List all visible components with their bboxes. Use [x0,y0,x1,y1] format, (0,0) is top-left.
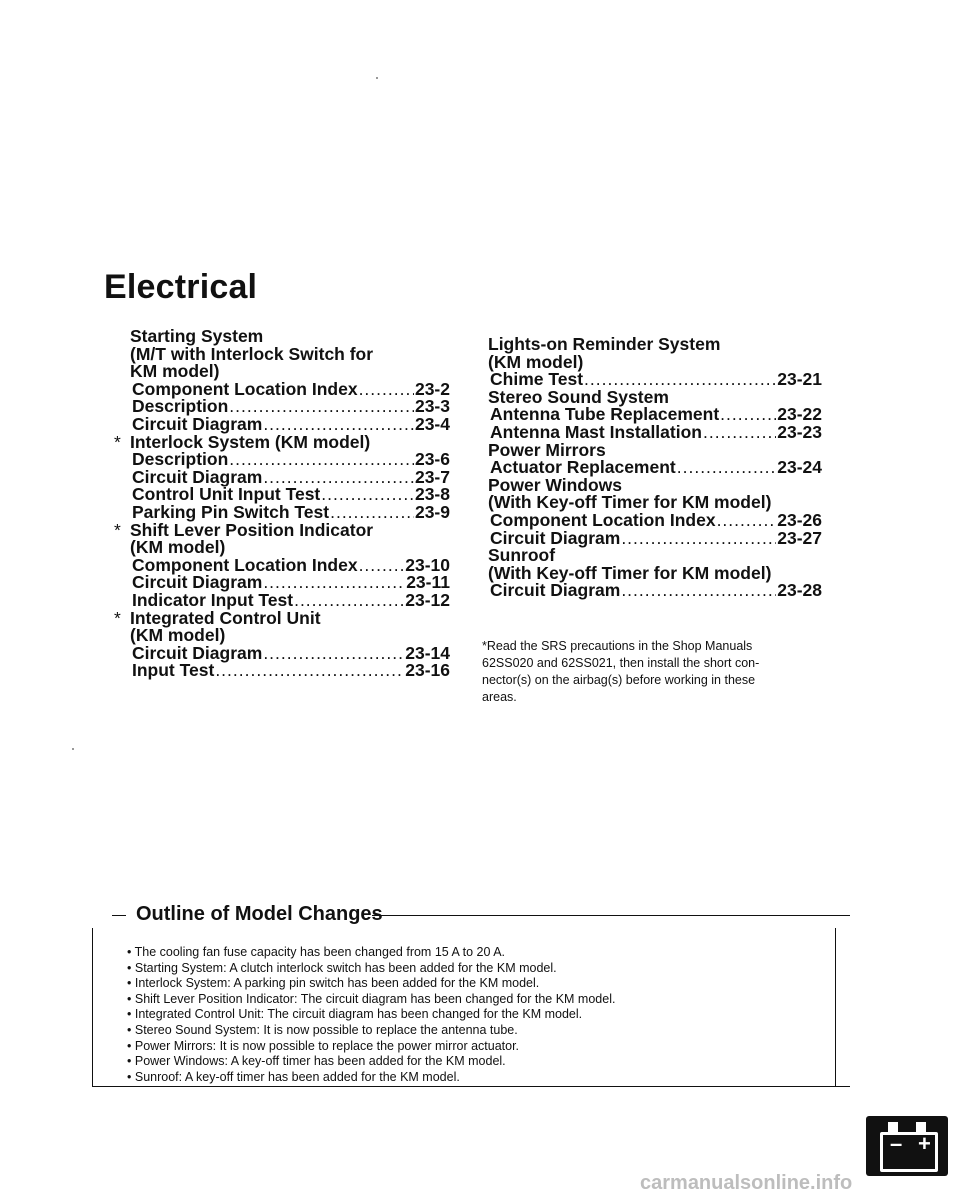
outline-bullet [127,1039,827,1055]
toc-entry [488,509,822,530]
toc-page-number: 23-3 [414,396,450,417]
outline-bullet-text: Integrated Control Unit: The circuit diagram has been changed for the KM model. [134,1007,583,1022]
scan-speck [72,748,74,750]
outline-bullet [127,1070,827,1086]
toc-entry-title: Control Unit Input Test [132,484,321,505]
watermark: carmanualsonline.info [640,1172,853,1194]
toc-page-number: 23-26 [777,509,822,530]
srs-asterisk: * [114,431,121,452]
page-title: Electrical [104,268,258,306]
srs-note-line: 62SS020 and 62SS021, then install the short con- [482,656,760,670]
toc-heading-text: (KM model) [130,625,226,646]
dot-leader [263,645,404,663]
dot-leader [359,557,405,575]
toc-heading-text: Stereo Sound System [488,386,669,407]
toc-heading-text: Interlock System (KM model) [130,431,371,452]
battery-icon [866,1116,948,1176]
toc-page-number: 23-16 [405,660,450,681]
outline-bullet-text: The cooling fan fuse capacity has been changed from 15 A to 20 A. [134,945,506,959]
toc-page-number: 23-6 [414,449,450,470]
toc-entry-title: Antenna Tube Replacement [490,404,720,425]
toc-entry-title: Circuit Diagram [132,642,263,663]
toc-entry-title: Chime Test [490,369,584,390]
dot-leader [703,424,776,442]
outline-bullet-text: Shift Lever Position Indicator: The circuit diagram has been changed for the KM model. [134,991,616,1006]
dot-leader [720,406,776,424]
toc-heading-text: Sunroof [488,545,556,566]
dot-leader [321,486,414,504]
outline-bullet-text: Power Mirrors: It is now possible to replace the power mirror actuator. [134,1038,520,1053]
toc-page-number: 23-27 [777,527,822,548]
toc-entry [488,582,822,600]
outline-bullet-text: Sunroof: A key-off timer has been added for the KM model. [134,1069,460,1084]
scan-speck [376,77,378,79]
dot-leader [215,662,404,680]
srs-asterisk: * [114,607,121,628]
toc-heading-text: Starting System [130,326,264,346]
srs-note-line: nector(s) on the airbag(s) before working in these [482,673,756,687]
outline-bullet [127,1007,827,1023]
toc-entry-title: Circuit Diagram [132,413,263,434]
toc-heading-text: Shift Lever Position Indicator [130,519,374,540]
bullet-dot-icon: • [127,1038,135,1053]
toc-page-number: 23-28 [777,580,822,601]
toc-entry-title: Circuit Diagram [490,580,621,601]
toc-page-number: 23-22 [777,404,822,425]
bullet-dot-icon: • [127,991,135,1006]
dot-leader [717,512,777,530]
toc-heading-text: (With Key-off Timer for KM model) [488,562,772,583]
toc-entry-title: Parking Pin Switch Test [132,501,330,522]
toc-heading-text: Power Mirrors [488,439,606,460]
toc-entry-title: Actuator Replacement [490,457,676,478]
outline-bullet-text: Stereo Sound System: It is now possible to replace the antenna tube. [134,1022,518,1037]
toc-entry-title: Indicator Input Test [132,589,294,610]
toc-page-number: 23-7 [414,466,450,487]
bullet-dot-icon: • [127,1022,135,1037]
outline-title: Outline of Model Changes [130,903,389,926]
outline-bullet-text: Starting System: A clutch interlock switch has been added for the KM model. [134,960,557,975]
bullet-dot-icon: • [127,1054,135,1069]
outline-bullet [127,945,827,961]
toc-heading-text: KM model) [130,361,220,382]
toc-page-number: 23-4 [414,413,450,434]
outline-bullet [127,1023,827,1039]
bullet-dot-icon: • [127,945,135,959]
toc-page-number: 23-2 [414,378,450,399]
toc-heading-text: (With Key-off Timer for KM model) [488,492,772,513]
dot-leader [359,381,414,399]
outline-rule-bottom [834,1086,850,1087]
outline-bullet [127,1054,827,1070]
battery-plus-symbol: + [918,1131,931,1156]
toc-page-number: 23-8 [414,484,450,505]
outline-rule-left [112,915,126,916]
outline-bullets [127,945,827,1085]
outline-bullet [127,961,827,977]
srs-note-line: areas. [482,690,517,704]
toc-entry-title: Circuit Diagram [490,527,621,548]
toc-entry-title: Antenna Mast Installation [490,421,702,442]
bullet-dot-icon: • [127,1007,135,1022]
toc-page-number: 23-10 [405,554,450,575]
toc-page-number: 23-24 [777,457,822,478]
toc-heading-text: (KM model) [130,537,226,558]
toc-entry-title: Circuit Diagram [132,572,263,593]
outline-rule-right [372,915,850,916]
toc-page-number: 23-12 [405,589,450,610]
srs-asterisk: * [114,519,121,540]
toc-entry-title: Circuit Diagram [132,466,263,487]
toc-heading-text: Integrated Control Unit [130,607,321,628]
outline-bullet-text: Power Windows: A key-off timer has been added for the KM model. [134,1054,506,1069]
toc-entry-title: Description [132,396,229,417]
toc-page-number: 23-23 [777,421,822,442]
dot-leader [677,459,776,477]
bullet-dot-icon: • [127,1069,135,1084]
toc-page-number: 23-11 [406,572,450,593]
toc-heading-text: Power Windows [488,474,623,495]
toc-entry-title: Component Location Index [132,554,358,575]
toc-heading-text: (KM model) [488,351,584,372]
toc-entry-title: Description [132,449,229,470]
toc-entry-title: Component Location Index [132,378,358,399]
toc-page-number: 23-21 [777,369,822,390]
bullet-dot-icon: • [127,960,135,975]
toc-page-number: 23-9 [414,501,450,522]
toc-right-column [488,336,822,600]
outline-bullet [127,992,827,1008]
dot-leader [621,530,776,548]
toc-entry-title: Component Location Index [490,509,716,530]
toc-entry-title: Input Test [132,660,215,681]
srs-note [482,638,818,706]
toc-left-column [114,326,450,681]
toc-entry [130,662,450,680]
toc-page-number: 23-14 [405,642,450,663]
battery-minus-symbol: – [890,1131,903,1156]
dot-leader [621,582,776,600]
srs-note-line: *Read the SRS precautions in the Shop Manuals [482,639,753,653]
bullet-dot-icon: • [127,976,135,991]
outline-bullet [127,976,827,992]
outline-bullet-text: Interlock System: A parking pin switch has been added for the KM model. [134,976,540,991]
toc-heading-text: (M/T with Interlock Switch for [130,343,374,364]
toc-heading-text: Lights-on Reminder System [488,334,721,354]
